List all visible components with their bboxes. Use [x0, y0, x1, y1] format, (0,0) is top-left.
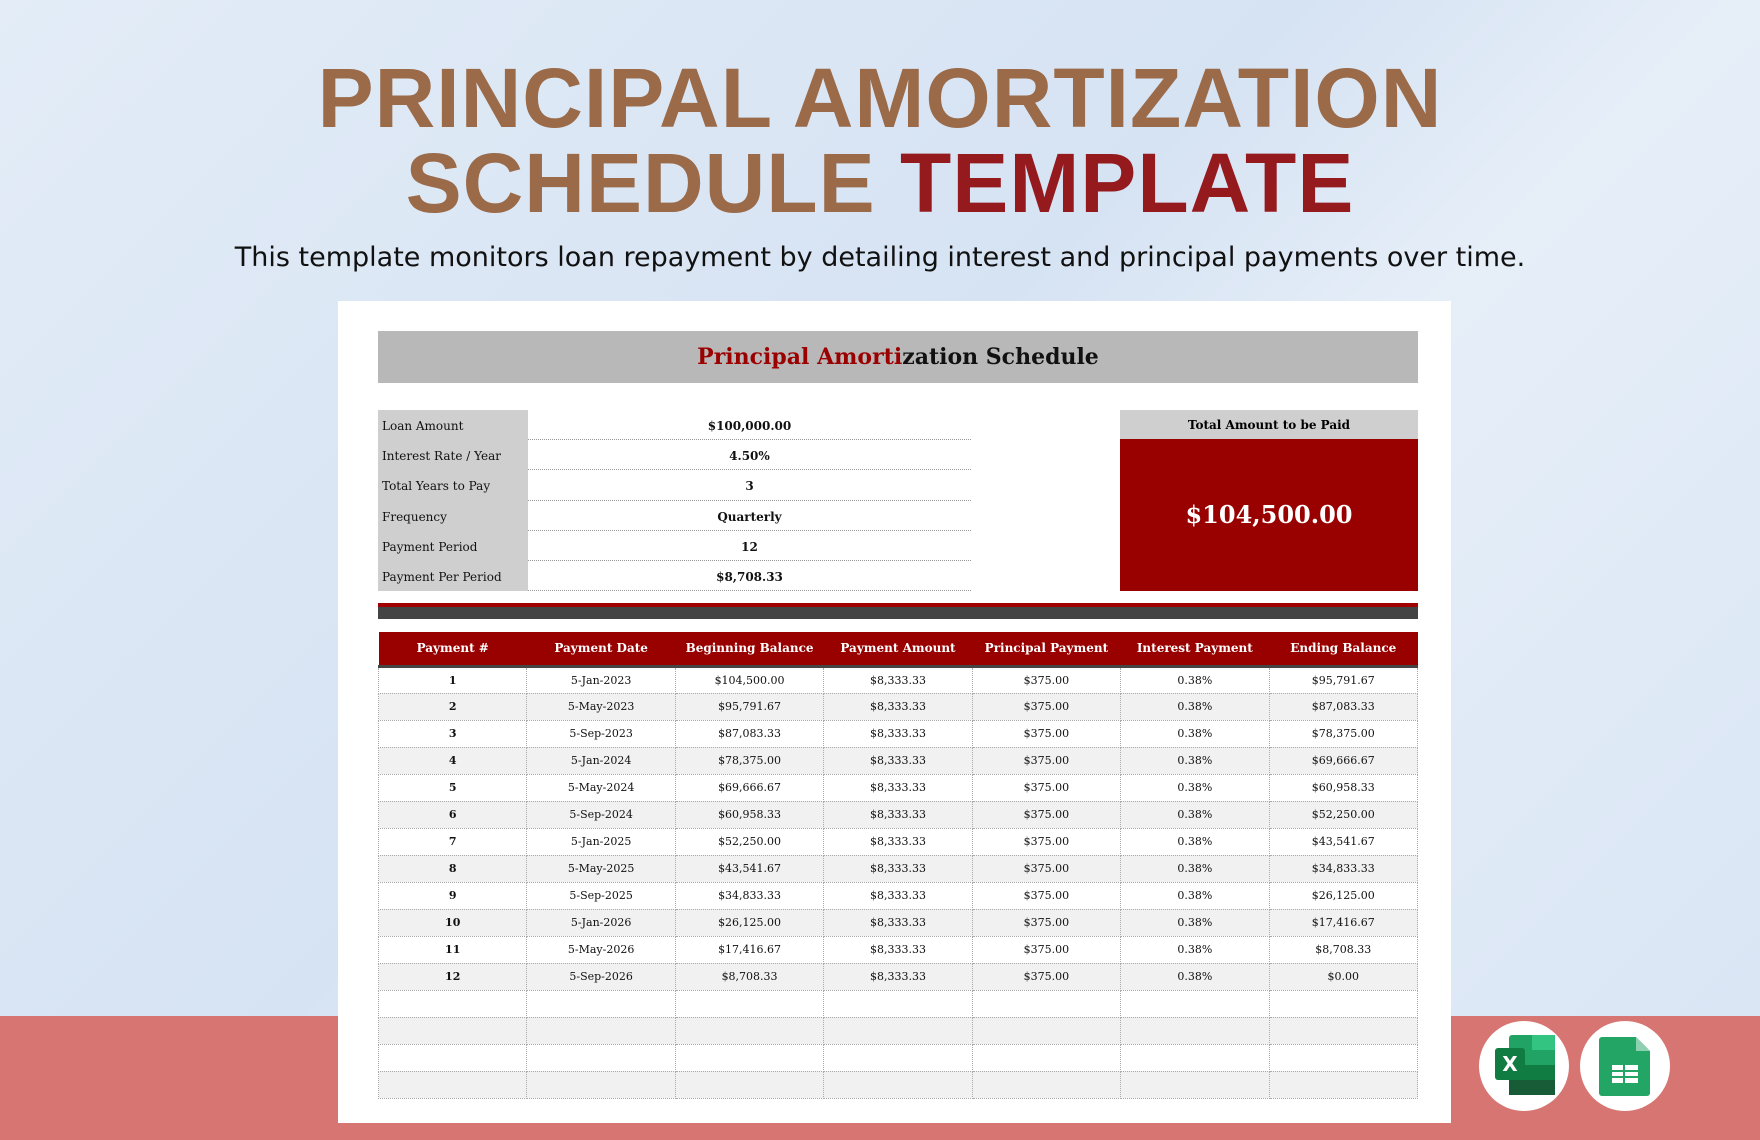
table-cell[interactable]: $375.00 — [972, 774, 1120, 801]
table-cell[interactable]: $26,125.00 — [675, 909, 823, 936]
column-header: Interest Payment — [1121, 632, 1269, 666]
table-cell[interactable]: $375.00 — [972, 963, 1120, 990]
table-cell[interactable]: 0.38% — [1121, 801, 1269, 828]
total-value: $104,500.00 — [1120, 439, 1418, 591]
table-cell[interactable]: 11 — [379, 936, 527, 963]
table-cell[interactable]: $375.00 — [972, 801, 1120, 828]
column-header: Ending Balance — [1269, 632, 1417, 666]
table-row — [379, 882, 1418, 909]
table-cell[interactable]: $95,791.67 — [675, 693, 823, 720]
table-cell[interactable]: 5-Sep-2025 — [527, 882, 675, 909]
table-cell[interactable]: $375.00 — [972, 855, 1120, 882]
table-cell[interactable]: 0.38% — [1121, 963, 1269, 990]
title-template: TEMPLATE — [899, 136, 1355, 230]
table-cell[interactable]: $8,708.33 — [675, 963, 823, 990]
info-row — [378, 501, 971, 531]
table-cell[interactable]: $52,250.00 — [675, 828, 823, 855]
table-row — [379, 855, 1418, 882]
table-cell[interactable]: $8,333.33 — [824, 909, 972, 936]
spreadsheet-preview — [338, 301, 1451, 1123]
info-value[interactable]: $8,708.33 — [528, 561, 971, 591]
table-cell[interactable]: 12 — [379, 963, 527, 990]
info-label: Payment Period — [378, 531, 528, 561]
info-row — [378, 531, 971, 561]
table-cell[interactable]: $43,541.67 — [675, 855, 823, 882]
table-cell[interactable]: $8,333.33 — [824, 720, 972, 747]
empty-cell[interactable] — [1121, 1071, 1269, 1098]
table-cell[interactable]: 5-Jan-2023 — [527, 666, 675, 693]
table-cell[interactable]: 8 — [379, 855, 527, 882]
table-cell[interactable]: $8,333.33 — [824, 666, 972, 693]
table-cell[interactable]: 5-Sep-2026 — [527, 963, 675, 990]
table-cell[interactable]: $0.00 — [1269, 963, 1417, 990]
table-cell[interactable]: $375.00 — [972, 909, 1120, 936]
info-value[interactable]: Quarterly — [528, 501, 971, 531]
table-cell[interactable]: $375.00 — [972, 747, 1120, 774]
table-cell[interactable]: 5-May-2023 — [527, 693, 675, 720]
table-cell[interactable]: 5-May-2024 — [527, 774, 675, 801]
table-cell[interactable]: 5-May-2025 — [527, 855, 675, 882]
info-value[interactable]: $100,000.00 — [528, 410, 971, 440]
column-header: Principal Payment — [972, 632, 1120, 666]
table-cell[interactable]: 6 — [379, 801, 527, 828]
table-cell[interactable]: $87,083.33 — [1269, 693, 1417, 720]
table-cell[interactable]: $17,416.67 — [675, 936, 823, 963]
table-row — [379, 720, 1418, 747]
table-cell[interactable]: $26,125.00 — [1269, 882, 1417, 909]
table-cell[interactable]: 3 — [379, 720, 527, 747]
table-row — [379, 801, 1418, 828]
table-cell[interactable]: $375.00 — [972, 693, 1120, 720]
sheet-header-black: zation Schedule — [902, 344, 1099, 370]
empty-cell[interactable] — [675, 1044, 823, 1071]
column-header: Beginning Balance — [675, 632, 823, 666]
table-row — [379, 936, 1418, 963]
empty-cell[interactable] — [972, 1044, 1120, 1071]
table-row — [379, 909, 1418, 936]
empty-row — [379, 1017, 1418, 1044]
info-label: Frequency — [378, 501, 528, 531]
table-cell[interactable]: $95,791.67 — [1269, 666, 1417, 693]
empty-cell[interactable] — [1121, 1044, 1269, 1071]
table-cell[interactable]: 2 — [379, 693, 527, 720]
table-row — [379, 693, 1418, 720]
empty-cell[interactable] — [824, 1044, 972, 1071]
table-cell[interactable]: $34,833.33 — [1269, 855, 1417, 882]
empty-cell[interactable] — [379, 1017, 527, 1044]
empty-row — [379, 990, 1418, 1017]
table-cell[interactable]: 0.38% — [1121, 720, 1269, 747]
table-row — [379, 828, 1418, 855]
empty-row — [379, 1044, 1418, 1071]
subtitle: This template monitors loan repayment by detailing interest and principal payments over time. — [234, 242, 1526, 273]
sheet-header-red: Principal Amorti — [697, 344, 903, 370]
table-cell[interactable]: $375.00 — [972, 720, 1120, 747]
table-cell[interactable]: $60,958.33 — [675, 801, 823, 828]
amortization-table — [378, 632, 1418, 1099]
empty-cell[interactable] — [824, 1017, 972, 1044]
table-cell[interactable]: 0.38% — [1121, 828, 1269, 855]
table-row — [379, 774, 1418, 801]
empty-cell[interactable] — [824, 1071, 972, 1098]
empty-cell[interactable] — [1121, 990, 1269, 1017]
empty-cell[interactable] — [379, 1071, 527, 1098]
table-cell[interactable]: 10 — [379, 909, 527, 936]
table-cell[interactable]: 0.38% — [1121, 666, 1269, 693]
info-row — [378, 561, 971, 591]
table-cell[interactable]: 0.38% — [1121, 882, 1269, 909]
table-cell[interactable]: 7 — [379, 828, 527, 855]
empty-cell[interactable] — [675, 1017, 823, 1044]
table-cell[interactable]: 5-May-2026 — [527, 936, 675, 963]
table-cell[interactable]: $78,375.00 — [675, 747, 823, 774]
info-row — [378, 410, 971, 440]
title-schedule: SCHEDULE — [405, 136, 900, 230]
table-cell[interactable]: $69,666.67 — [1269, 747, 1417, 774]
table-cell[interactable]: 0.38% — [1121, 936, 1269, 963]
empty-cell[interactable] — [527, 1044, 675, 1071]
empty-cell[interactable] — [824, 990, 972, 1017]
page-title-line2 — [0, 136, 1760, 230]
table-cell[interactable]: 5 — [379, 774, 527, 801]
total-label: Total Amount to be Paid — [1120, 410, 1418, 439]
table-cell[interactable]: 5-Jan-2025 — [527, 828, 675, 855]
empty-cell[interactable] — [1269, 1071, 1417, 1098]
empty-cell[interactable] — [675, 1071, 823, 1098]
empty-cell[interactable] — [1269, 1017, 1417, 1044]
empty-cell[interactable] — [675, 990, 823, 1017]
table-cell[interactable]: $43,541.67 — [1269, 828, 1417, 855]
empty-cell[interactable] — [379, 1044, 527, 1071]
table-row — [379, 747, 1418, 774]
empty-cell[interactable] — [1269, 1044, 1417, 1071]
sheet-header — [378, 331, 1418, 383]
table-cell[interactable]: $375.00 — [972, 936, 1120, 963]
table-cell[interactable]: $8,333.33 — [824, 828, 972, 855]
divider-dark — [378, 607, 1418, 619]
empty-cell[interactable] — [1269, 990, 1417, 1017]
table-cell[interactable]: 5-Jan-2024 — [527, 747, 675, 774]
table-cell[interactable]: 0.38% — [1121, 774, 1269, 801]
table-row — [379, 666, 1418, 693]
column-header: Payment # — [379, 632, 527, 666]
table-cell[interactable]: 0.38% — [1121, 693, 1269, 720]
empty-cell[interactable] — [1121, 1017, 1269, 1044]
page-title-line1: PRINCIPAL AMORTIZATION — [317, 51, 1443, 145]
column-header: Payment Date — [527, 632, 675, 666]
empty-cell[interactable] — [527, 1071, 675, 1098]
info-value[interactable]: 12 — [528, 531, 971, 561]
info-value[interactable]: 3 — [528, 470, 971, 500]
table-cell[interactable]: $8,333.33 — [824, 882, 972, 909]
table-cell[interactable]: $375.00 — [972, 882, 1120, 909]
table-cell[interactable]: $8,333.33 — [824, 747, 972, 774]
table-cell[interactable]: $8,333.33 — [824, 963, 972, 990]
info-label: Interest Rate / Year — [378, 440, 528, 470]
table-cell[interactable]: $8,333.33 — [824, 774, 972, 801]
info-label: Payment Per Period — [378, 561, 528, 591]
loan-info-table — [378, 410, 971, 591]
svg-text:X: X — [1502, 1052, 1518, 1076]
table-cell[interactable]: $104,500.00 — [675, 666, 823, 693]
table-cell[interactable]: $375.00 — [972, 666, 1120, 693]
google-sheets-icon[interactable] — [1580, 1021, 1670, 1111]
table-cell[interactable]: 0.38% — [1121, 747, 1269, 774]
table-cell[interactable]: $17,416.67 — [1269, 909, 1417, 936]
table-cell[interactable]: 5-Sep-2024 — [527, 801, 675, 828]
table-cell[interactable]: $8,708.33 — [1269, 936, 1417, 963]
empty-cell[interactable] — [972, 1071, 1120, 1098]
table-cell[interactable]: $8,333.33 — [824, 801, 972, 828]
table-cell[interactable]: 5-Sep-2023 — [527, 720, 675, 747]
column-header: Payment Amount — [824, 632, 972, 666]
empty-cell[interactable] — [972, 1017, 1120, 1044]
table-cell[interactable]: 0.38% — [1121, 909, 1269, 936]
table-cell[interactable]: $8,333.33 — [824, 855, 972, 882]
total-amount-box — [1120, 410, 1418, 591]
table-cell[interactable]: 4 — [379, 747, 527, 774]
table-cell[interactable]: $8,333.33 — [824, 693, 972, 720]
info-label: Loan Amount — [378, 410, 528, 440]
empty-cell[interactable] — [527, 1017, 675, 1044]
table-cell[interactable]: $34,833.33 — [675, 882, 823, 909]
table-row — [379, 963, 1418, 990]
info-row — [378, 440, 971, 470]
table-cell[interactable]: $375.00 — [972, 828, 1120, 855]
table-cell[interactable]: 1 — [379, 666, 527, 693]
info-row — [378, 470, 971, 500]
table-cell[interactable]: $8,333.33 — [824, 936, 972, 963]
table-cell[interactable]: $78,375.00 — [1269, 720, 1417, 747]
excel-icon[interactable] — [1479, 1021, 1569, 1111]
empty-row — [379, 1071, 1418, 1098]
empty-cell[interactable] — [972, 990, 1120, 1017]
table-cell[interactable]: $60,958.33 — [1269, 774, 1417, 801]
info-value[interactable]: 4.50% — [528, 440, 971, 470]
table-cell[interactable]: 0.38% — [1121, 855, 1269, 882]
table-cell[interactable]: $52,250.00 — [1269, 801, 1417, 828]
table-cell[interactable]: $69,666.67 — [675, 774, 823, 801]
table-cell[interactable]: 9 — [379, 882, 527, 909]
info-label: Total Years to Pay — [378, 470, 528, 500]
table-cell[interactable]: 5-Jan-2026 — [527, 909, 675, 936]
empty-cell[interactable] — [379, 990, 527, 1017]
table-cell[interactable]: $87,083.33 — [675, 720, 823, 747]
empty-cell[interactable] — [527, 990, 675, 1017]
